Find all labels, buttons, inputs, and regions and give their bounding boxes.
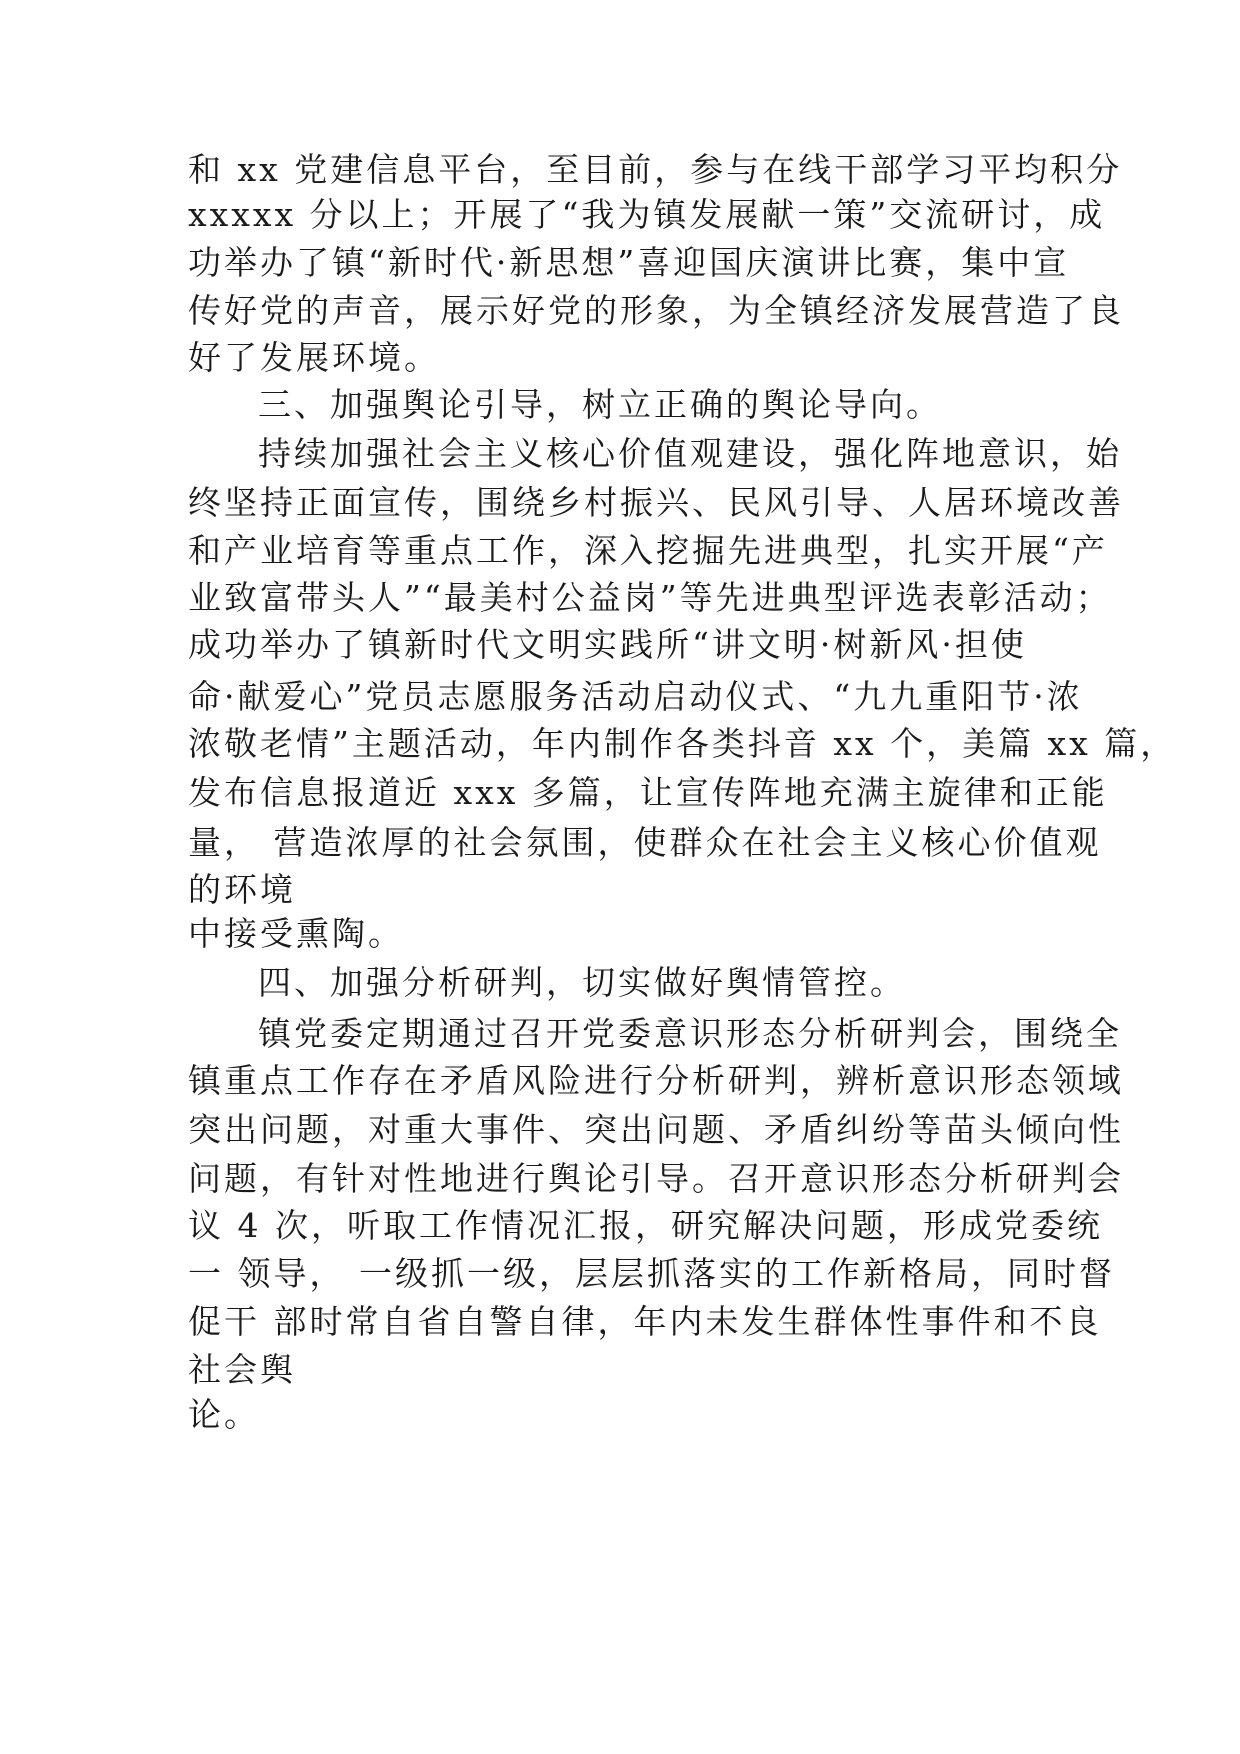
section-heading-4: 四、加强分析研判，切实做好舆情管控。 bbox=[258, 963, 906, 1002]
paragraph-line: 和 xx 党建信息平台，至目前，参与在线干部学习平均积分 bbox=[188, 150, 1123, 189]
paragraph-line: 促干 部时常自省自警自律，年内未发生群体性事件和不良 bbox=[188, 1302, 1102, 1341]
paragraph-line: 镇重点工作存在矛盾风险进行分析研判，辨析意识形态领域 bbox=[188, 1061, 1124, 1100]
paragraph-line: xxxxx 分以上；开展了“我为镇发展献一策”交流研讨，成 bbox=[188, 195, 1106, 234]
paragraph-line: 成功举办了镇新时代文明实践所“讲文明·树新风·担使 bbox=[188, 625, 1027, 664]
section-heading-3: 三、加强舆论引导，树立正确的舆论导向。 bbox=[258, 385, 942, 424]
paragraph-line: 突出问题，对重大事件、突出问题、矛盾纠纷等苗头倾向性 bbox=[188, 1110, 1124, 1149]
paragraph-line: 发布信息报道近 xxx 多篇，让宣传阵地充满主旋律和正能 bbox=[188, 773, 1108, 812]
paragraph-line: 社会舆 bbox=[188, 1350, 296, 1389]
paragraph-line: 中接受熏陶。 bbox=[188, 914, 404, 953]
paragraph-line: 浓敬老情”主题活动，年内制作各类抖音 xx 个，美篇 xx 篇， bbox=[188, 724, 1177, 763]
paragraph-line: 镇党委定期通过召开党委意识形态分析研判会，围绕全 bbox=[258, 1014, 1122, 1053]
paragraph-line: 问题，有针对性地进行舆论引导。召开意识形态分析研判会 bbox=[188, 1159, 1124, 1198]
paragraph-line: 量， 营造浓厚的社会氛围，使群众在社会主义核心价值观 bbox=[188, 823, 1102, 862]
paragraph-line: 论。 bbox=[188, 1395, 260, 1434]
paragraph-line: 一 领导， 一级抓一级，层层抓落实的工作新格局，同时督 bbox=[188, 1254, 1115, 1293]
paragraph-line: 终坚持正面宣传，围绕乡村振兴、民风引导、人居环境改善 bbox=[188, 483, 1124, 522]
paragraph-line: 的环境 bbox=[188, 870, 296, 909]
paragraph-line: 和产业培育等重点工作，深入挖掘先进典型，扎实开展“产 bbox=[188, 531, 1108, 570]
paragraph-line: 命·献爱心”党员志愿服务活动启动仪式、“九九重阳节·浓 bbox=[188, 677, 1083, 716]
paragraph-line: 业致富带头人”“最美村公益岗”等先进典型评选表彰活动； bbox=[188, 578, 1112, 617]
paragraph-line: 议 4 次，听取工作情况汇报，研究解决问题，形成党委统 bbox=[188, 1206, 1103, 1245]
paragraph-line: 功举办了镇“新时代·新思想”喜迎国庆演讲比赛，集中宣 bbox=[188, 243, 1070, 282]
paragraph-line: 好了发展环境。 bbox=[188, 338, 440, 377]
paragraph-line: 持续加强社会主义核心价值观建设，强化阵地意识，始 bbox=[258, 434, 1122, 473]
paragraph-line: 传好党的声音，展示好党的形象，为全镇经济发展营造了良 bbox=[188, 291, 1124, 330]
